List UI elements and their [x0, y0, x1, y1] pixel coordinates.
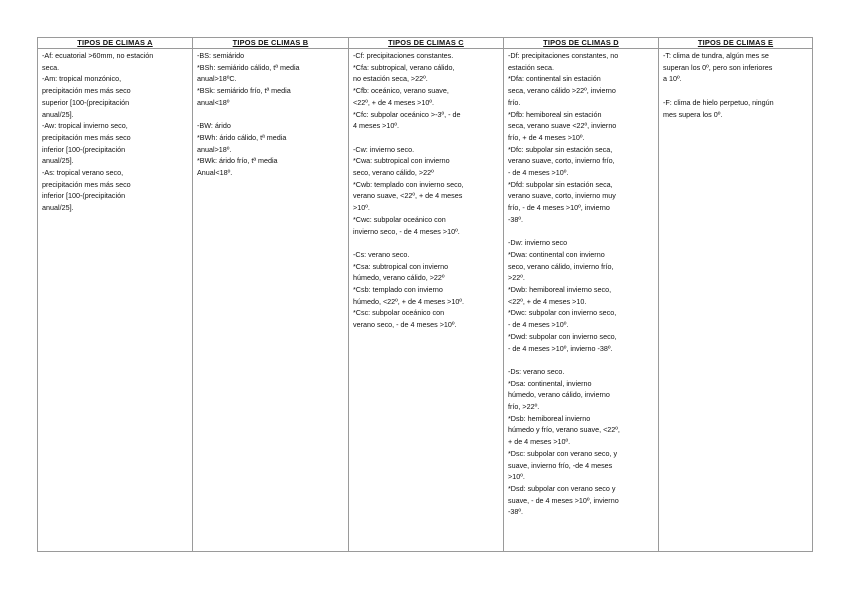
text-line: - de 4 meses >10º. [508, 168, 569, 178]
header-climates-d: TIPOS DE CLIMAS D [504, 38, 659, 49]
text-line: *Cwc: subpolar oceánico con [353, 214, 446, 224]
text-line: *Dsd: subpolar con verano seco y [508, 483, 616, 493]
text-line: *Csb: templado con invierno [353, 285, 443, 295]
text-line: *Csc: subpolar oceánico con [353, 308, 445, 318]
text-line: inferior [100-(precipitación [42, 144, 126, 154]
cell-climates-d [504, 49, 659, 552]
text-line: superan los 0º, pero son inferiores [663, 62, 773, 72]
text-line: húmedo y frío, verano suave, <22º, [508, 425, 620, 435]
text-line: *BWh: árido cálido, tª media [197, 132, 287, 142]
text-line: >10º. [353, 203, 370, 213]
header-climates-a: TIPOS DE CLIMAS A [38, 38, 193, 49]
text-line: -T: clima de tundra, algún mes se [663, 51, 769, 60]
text-line: -Af: ecuatorial >60mm, no estación [42, 51, 154, 60]
text-line: *Dfc: subpolar sin estación seca, [508, 144, 613, 154]
blank-line [353, 237, 499, 249]
text-line: -38º. [508, 214, 524, 224]
header-climates-c: TIPOS DE CLIMAS C [349, 38, 504, 49]
text-line: húmedo, verano cálido, invierno [508, 390, 610, 400]
text-line: *Dsa: continental, invierno [508, 378, 592, 388]
table-body-row [38, 49, 813, 552]
blank-line [353, 132, 499, 144]
text-line: verano suave, corto, invierno frío, [508, 156, 615, 166]
text-line: -Aw: tropical invierno seco, [42, 121, 128, 131]
blank-line [663, 85, 808, 97]
text-line: 4 meses >10º. [353, 121, 399, 131]
text-line: anual/25]. [42, 109, 74, 119]
text-line: *Dfa: continental sin estación [508, 74, 601, 84]
text-line: verano suave, <22º, + de 4 meses [353, 191, 463, 201]
text-line: superior [100-(precipitación [42, 97, 130, 107]
text-line: *Dwa: continental con invierno [508, 249, 605, 259]
text-line: no estación seca, >22º. [353, 74, 428, 84]
text-line: inferior [100-(precipitación [42, 191, 126, 201]
text-line: seca. [42, 62, 60, 72]
blank-line [508, 226, 654, 238]
text-line: anual>18º. [197, 144, 232, 154]
text-line: *Dfb: hemiboreal sin estación [508, 109, 602, 119]
text-line: -F: clima de hielo perpetuo, ningún [663, 97, 774, 107]
text-line: precipitación mes más seco [42, 86, 131, 96]
header-climates-b: TIPOS DE CLIMAS B [193, 38, 349, 49]
text-line: >10º. [508, 472, 525, 482]
text-line: - de 4 meses >10º, invierno -38º. [508, 343, 613, 353]
text-line: -Cw: invierno seco. [353, 144, 415, 154]
text-line: seca, verano cálido >22º, invierno [508, 86, 616, 96]
text-line: frío, - de 4 meses >10º, invierno [508, 203, 610, 213]
text-line: *BSh: semiárido cálido, tª media [197, 62, 300, 72]
text-line: *Dsc: subpolar con verano seco, y [508, 448, 618, 458]
text-line: a 10º. [663, 74, 682, 84]
text-line: seca, verano suave <22º, invierno [508, 121, 617, 131]
text-line: húmedo, verano cálido, >22º [353, 273, 445, 283]
text-line: *Dsb: hemiboreal invierno [508, 413, 591, 423]
text-line: *BSk: semiárido frío, tª media [197, 86, 291, 96]
text-line: mes supera los 0º. [663, 109, 723, 119]
cell-climates-b [193, 49, 349, 552]
text-line: anual<18º [197, 97, 230, 107]
text-line: húmedo, <22º, + de 4 meses >10º. [353, 296, 464, 306]
text-line: suave, invierno frío, -de 4 meses [508, 460, 613, 470]
text-line: -BS: semiárido [197, 51, 245, 60]
header-climates-e: TIPOS DE CLIMAS E [659, 38, 813, 49]
text-line: precipitación mes más seco [42, 179, 131, 189]
text-line: *Dwc: subpolar con invierno seco, [508, 308, 617, 318]
cell-climates-c [349, 49, 504, 552]
text-line: *Dfd: subpolar sin estación seca, [508, 179, 613, 189]
text-line: -Am: tropical monzónico, [42, 74, 122, 84]
text-line: -Cf: precipitaciones constantes. [353, 51, 454, 60]
text-line: *Cfc: subpolar oceánico >-3º, - de [353, 109, 461, 119]
blank-line [508, 354, 654, 366]
text-line: <22º, + de 4 meses >10. [508, 296, 587, 306]
climate-types-table [37, 37, 813, 552]
text-line: Anual<18º. [197, 168, 233, 178]
text-line: <22º, + de 4 meses >10º. [353, 97, 434, 107]
text-line: *Dwd: subpolar con invierno seco, [508, 331, 617, 341]
text-line: frío, + de 4 meses >10º. [508, 132, 585, 142]
text-line: -Cs: verano seco. [353, 249, 410, 259]
cell-climates-e [659, 49, 813, 552]
text-line: -Dw: invierno seco [508, 238, 568, 248]
text-line: anual>18ºC. [197, 74, 237, 84]
text-line: -38º. [508, 507, 524, 517]
text-line: seco, verano cálido, >22º [353, 168, 434, 178]
text-line: *Csa: subtropical con invierno [353, 261, 449, 271]
text-line: *Cwa: subtropical con invierno [353, 156, 450, 166]
text-line: - de 4 meses >10º. [508, 320, 569, 330]
text-line: *Dwb: hemiboreal invierno seco, [508, 285, 612, 295]
table-header-row [38, 38, 813, 49]
text-line: seco, verano cálido, invierno frío, [508, 261, 614, 271]
text-line: frío, >22º. [508, 402, 540, 412]
text-line: verano suave, corto, invierno muy [508, 191, 616, 201]
text-line: + de 4 meses >10º. [508, 437, 571, 447]
blank-line [197, 109, 344, 121]
text-line: anual/25]. [42, 156, 74, 166]
text-line: -As: tropical verano seco, [42, 168, 124, 178]
text-line: suave, - de 4 meses >10º, invierno [508, 495, 619, 505]
text-line: -BW: árido [197, 121, 231, 131]
text-line: *Cfa: subtropical, verano cálido, [353, 62, 455, 72]
text-line: estación seca. [508, 62, 554, 72]
text-line: invierno seco, - de 4 meses >10º. [353, 226, 460, 236]
text-line: -Df: precipitaciones constantes, no [508, 51, 619, 60]
text-line: frío. [508, 97, 521, 107]
text-line: -Ds: verano seco. [508, 366, 565, 376]
text-line: *Cwb: templado con invierno seco, [353, 179, 464, 189]
text-line: >22º. [508, 273, 525, 283]
text-line: precipitación mes más seco [42, 132, 131, 142]
text-line: anual/25]. [42, 203, 74, 213]
text-line: *BWk: árido frío, tª media [197, 156, 278, 166]
text-line: verano seco, - de 4 meses >10º. [353, 320, 457, 330]
text-line: *Cfb: oceánico, verano suave, [353, 86, 449, 96]
cell-climates-a [38, 49, 193, 552]
